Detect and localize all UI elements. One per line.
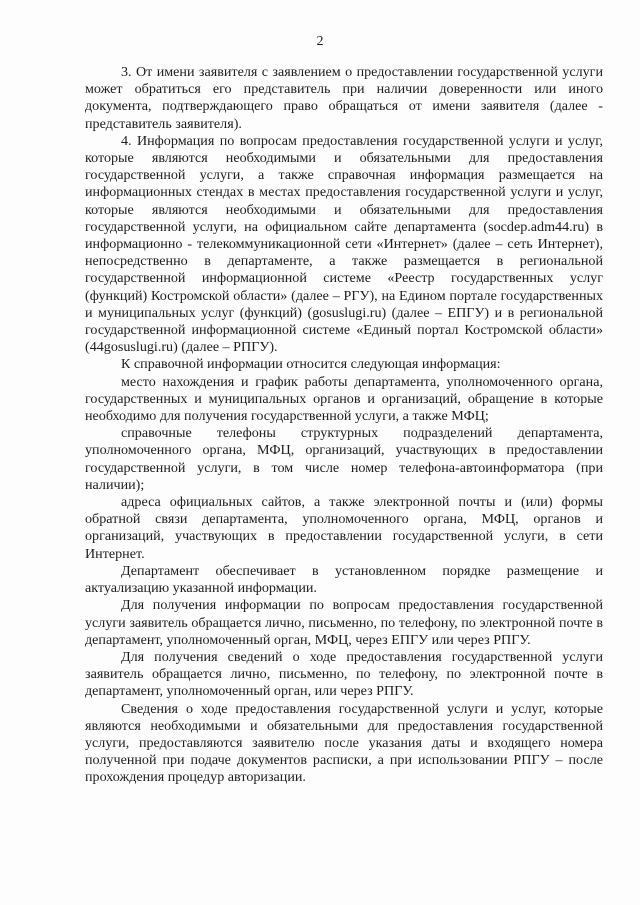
page-number: 2: [316, 34, 324, 49]
paragraph-progress-details: Сведения о ходе предоставления государственной услуги и услуг, которые являются необходимыми и обязательными для предоставления государственной услуги, предоставляются заявителю после указания даты и входящего номера полученной при подаче документов расписки, а при использовании РПГУ – после прохождения процедур авторизации.: [85, 700, 603, 786]
document-body: [85, 64, 603, 787]
paragraph-reference-phones: справочные телефоны структурных подразделений департамента, уполномоченного органа, МФЦ, организаций, участвующих в предоставлении государственной услуги, в том числе номер телефона-автоинформатора (при наличии);: [85, 425, 603, 493]
paragraph-department-ensures: Департамент обеспечивает в установленном порядке размещение и актуализацию указанной информации.: [85, 562, 603, 597]
paragraph-progress-info: Для получения сведений о ходе предоставления государственной услуги заявитель обращается лично, письменно, по телефону, по электронной почте в департамент, уполномоченный орган, или через РПГУ.: [85, 648, 603, 700]
paragraph-item-4: 4. Информация по вопросам предоставления государственной услуги и услуг, которые являются необходимыми и обязательными для предоставления государственной услуги, а также справочная информация размещается на информационных стендах в местах предоставления государственной услуги и услуг, которые являются необходимыми и обязательными для предоставления государственной услуги, на официальном сайте департамента (socdep.adm44.ru) в информационно - телекоммуникационной сети «Интернет» (далее – сеть Интернет), непосредственно в департаменте, а также размещается в региональной государственной информационной системе «Реестр государственных услуг (функций) Костромской области» (далее – РГУ), на Едином портале государственных и муниципальных услуг (функций) (gosuslugi.ru) (далее – ЕПГУ) и в региональной государственной информационной системе «Единый портал Костромской области» (44gosuslugi.ru) (далее – РПГУ).: [85, 132, 603, 356]
paragraph-websites-email: адреса официальных сайтов, а также электронной почты и (или) формы обратной связи департамента, уполномоченного органа, МФЦ, органов и организаций, участвующих в предоставлении государственной услуги, в сети Интернет.: [85, 494, 603, 562]
paragraph-reference-info-intro: К справочной информации относится следующая информация:: [121, 356, 501, 373]
paragraph-location-schedule: место нахождения и график работы департамента, уполномоченного органа, государственных и муниципальных органов и организаций, обращение в которые необходимо для получения государственной услуги, а также МФЦ;: [85, 373, 603, 425]
paragraph-obtaining-info: Для получения информации по вопросам предоставления государственной услуги заявитель обращается лично, письменно, по телефону, по электронной почте в департамент, уполномоченный орган, МФЦ, через ЕПГУ или через РПГУ.: [85, 597, 603, 648]
paragraph-item-3: 3. От имени заявителя с заявлением о предоставлении государственной услуги может обратиться его представитель при наличии доверенности или иного документа, подтверждающего право обращаться от имени заявителя (далее - представитель заявителя).: [85, 64, 603, 132]
